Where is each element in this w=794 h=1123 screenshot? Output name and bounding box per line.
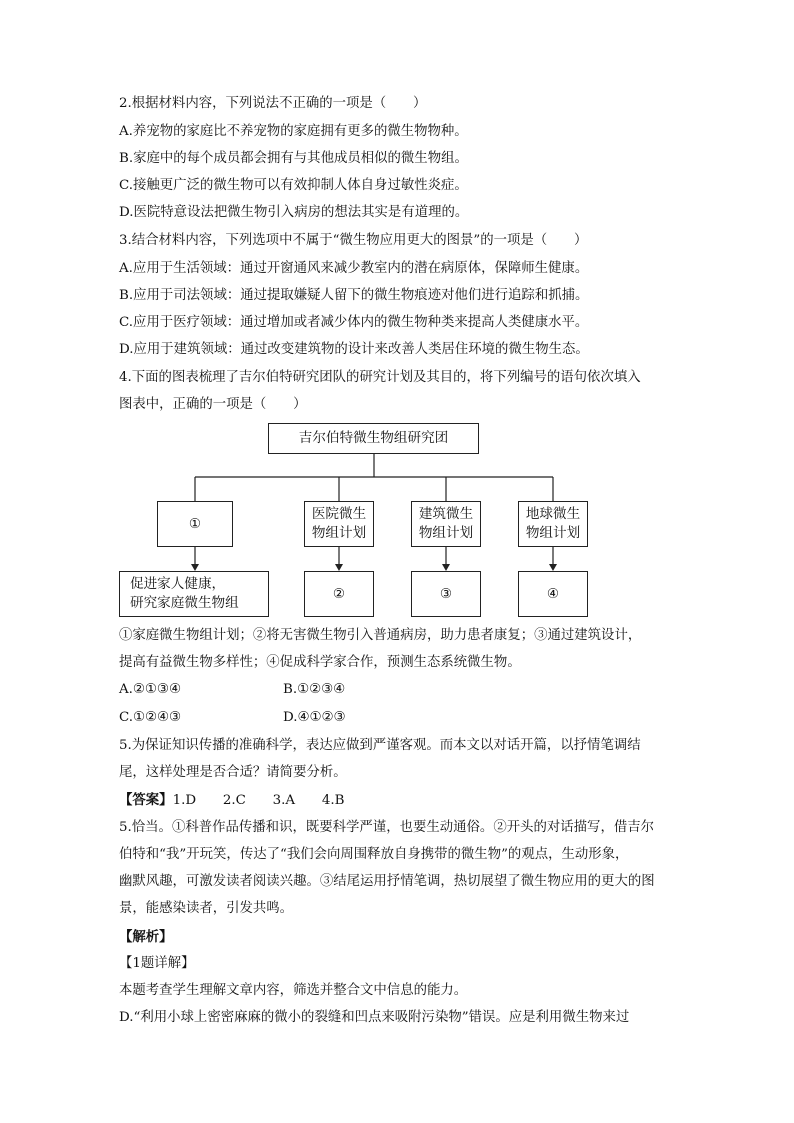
q2-option-d: D.医院特意设法把微生物引入病房的想法其实是有道理的。 <box>119 205 469 220</box>
answer5-line4: 景，能感染读者，引发共鸣。 <box>119 901 294 916</box>
plan-4-line1: 地球微生 <box>525 506 581 522</box>
plan-3-line2: 物组计划 <box>418 525 474 541</box>
q3-option-a: A.应用于生活领域：通过开窗通风来减少教室内的潜在病原体，保障师生健康。 <box>119 261 589 276</box>
answer-text: 1.D 2.C 3.A 4.B <box>172 793 345 808</box>
q4-option-b: B.①②③④ <box>283 682 346 697</box>
plan-2-line2: 物组计划 <box>311 525 367 541</box>
diagram-root-label: 吉尔伯特微生物组研究团 <box>298 430 449 446</box>
diagram-goal-box-3 <box>411 571 481 617</box>
answer-label: 【答案】 <box>119 792 173 808</box>
q2-option-b: B.家庭中的每个成员都会拥有与其他成员相似的微生物组。 <box>119 151 468 166</box>
q2-stem: 2.根据材料内容，下列说法不正确的一项是（ ） <box>119 96 427 111</box>
diagram-plan-box-1 <box>157 501 233 547</box>
analysis-sub-label: 【1题详解】 <box>119 956 195 971</box>
diagram-plan-box-3 <box>411 501 481 547</box>
q4-items-line2: 提高有益微生物多样性；④促成科学家合作，预测生态系统微生物。 <box>119 655 521 670</box>
q3-option-b: B.应用于司法领域：通过提取嫌疑人留下的微生物痕迹对他们进行追踪和抓捕。 <box>119 288 589 303</box>
goal-1-line1: 促进家人健康， <box>130 576 226 592</box>
goal-2-line1: ② <box>332 585 346 602</box>
answer5-line3: 幽默风趣，可激发读者阅读兴趣。③结尾运用抒情笔调，热切展望了微生物应用的更大的图 <box>119 874 655 889</box>
diagram-plan-box-2 <box>304 501 374 547</box>
q4-option-c: C.①②④③ <box>119 710 182 725</box>
q4-option-a: A.②①③④ <box>119 682 181 697</box>
goal-1-line2: 研究家庭微生物组 <box>130 595 239 611</box>
diagram-root-box <box>268 423 479 454</box>
analysis-label: 【解析】 <box>119 929 173 945</box>
analysis-line1: 本题考查学生理解文章内容，筛选并整合文中信息的能力。 <box>119 983 468 998</box>
analysis-line2: D.“利用小球上密密麻麻的微小的裂缝和凹点来吸附污染物”错误。应是利用微生物来过 <box>119 1010 630 1025</box>
q4-stem-line2: 图表中，正确的一项是（ ） <box>119 397 307 412</box>
plan-2-line1: 医院微生 <box>311 506 367 522</box>
plan-4-line2: 物组计划 <box>525 525 581 541</box>
diagram-plan-box-4 <box>518 501 588 547</box>
diagram-goal-box-2 <box>304 571 374 617</box>
q4-stem-line1: 4.下面的图表梳理了吉尔伯特研究团队的研究计划及其目的，将下列编号的语句依次填入 <box>119 370 641 385</box>
q3-stem: 3.结合材料内容，下列选项中不属于“微生物应用更大的图景”的一项是（ ） <box>119 233 588 248</box>
answer5-line2: 伯特和“我”开玩笑，传达了“我们会向周围释放自身携带的微生物”的观点，生动形象， <box>119 847 629 862</box>
diagram-goal-box-4 <box>518 571 588 617</box>
answer-row <box>119 790 345 811</box>
goal-4-line1: ④ <box>546 585 560 602</box>
q5-stem-line1: 5.为保证知识传播的准确科学，表达应做到严谨客观。而本文以对话开篇，以抒情笔调结 <box>119 738 641 753</box>
plan-3-line1: 建筑微生 <box>418 506 474 522</box>
diagram-goal-box-1 <box>119 571 269 617</box>
goal-3-line1: ③ <box>439 585 453 602</box>
q2-option-a: A.养宠物的家庭比不养宠物的家庭拥有更多的微生物物种。 <box>119 124 468 139</box>
plan-1-line1: ① <box>188 515 202 532</box>
answer5-line1: 5.恰当。①科普作品传播和识，既要科学严谨，也要生动通俗。②开头的对话描写，借吉尔 <box>119 820 655 835</box>
q3-option-d: D.应用于建筑领域：通过改变建筑物的设计来改善人类居住环境的微生物生态。 <box>119 342 589 357</box>
q4-items-line1: ①家庭微生物组计划；②将无害微生物引入普通病房，助力患者康复；③通过建筑设计， <box>119 628 642 643</box>
q2-option-c: C.接触更广泛的微生物可以有效抑制人体自身过敏性炎症。 <box>119 178 468 193</box>
q5-stem-line2: 尾，这样处理是否合适？请简要分析。 <box>119 765 347 780</box>
q4-option-d: D.④①②③ <box>283 710 346 725</box>
q3-option-c: C.应用于医疗领域：通过增加或者减少体内的微生物种类来提高人类健康水平。 <box>119 315 589 330</box>
